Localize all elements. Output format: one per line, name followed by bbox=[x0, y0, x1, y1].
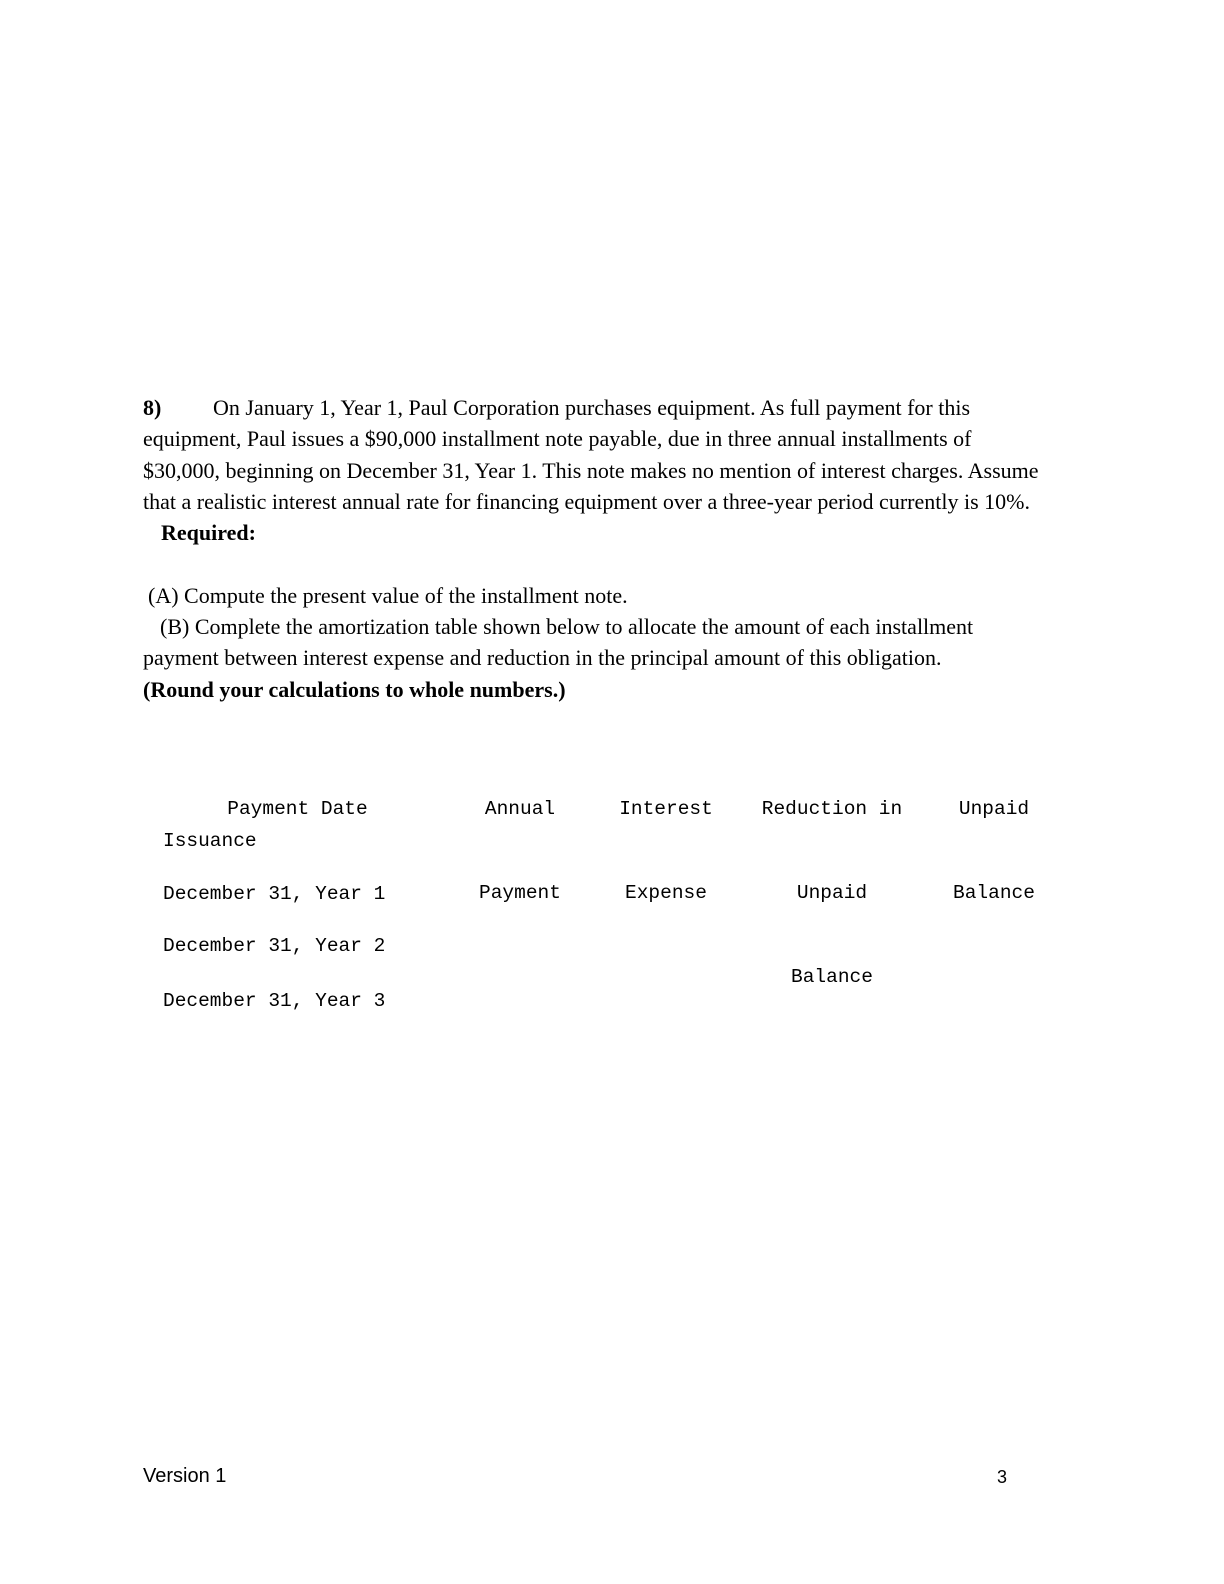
footer-version: Version 1 bbox=[143, 1465, 227, 1487]
question-body: On January 1, Year 1, Paul Corporation purchases equipment. As full payment for this equipment, Paul issues a $90,000 installment note payable, due in three annual installments of $30,000, beginning on December 31, Year 1. This note makes no mention of interest charges. Assume that a realistic interest annual rate for financing equipment over a three-year period currently is 10%. bbox=[143, 395, 1039, 514]
question-text bbox=[143, 392, 1043, 517]
header-interest-line2: Expense bbox=[625, 882, 707, 904]
header-annual-line2: Payment bbox=[479, 882, 561, 904]
question-number: 8) bbox=[143, 395, 162, 420]
header-reduction-line3: Balance bbox=[791, 966, 873, 988]
header-reduction-line2: Unpaid bbox=[796, 882, 868, 904]
required-label: Required: bbox=[161, 520, 256, 546]
header-unpaid-balance bbox=[940, 739, 1048, 935]
header-unpaid-line2: Balance bbox=[953, 882, 1035, 904]
question-block bbox=[143, 392, 1043, 705]
header-annual-line1: Annual bbox=[484, 798, 556, 820]
table-row-year-2: December 31, Year 2 bbox=[163, 935, 386, 957]
part-a-text: (A) Compute the present value of the installment note. bbox=[148, 582, 628, 608]
table-row-year-1: December 31, Year 1 bbox=[163, 883, 386, 905]
header-annual-payment bbox=[465, 739, 575, 935]
header-interest-expense bbox=[606, 739, 726, 935]
footer-page-number: 3 bbox=[997, 1467, 1008, 1487]
header-reduction-unpaid-balance bbox=[748, 739, 916, 1019]
table-row-year-3: December 31, Year 3 bbox=[163, 990, 386, 1012]
header-unpaid-line1: Unpaid bbox=[958, 798, 1030, 820]
part-b-text: (B) Complete the amortization table shown below to allocate the amount of each installment payment between interest expense and reduction in the principal amount of this obligation. bbox=[143, 614, 974, 671]
table-row-issuance: Issuance bbox=[163, 830, 257, 852]
header-payment-date-label: Payment Date bbox=[227, 798, 368, 820]
header-reduction-line1: Reduction in bbox=[761, 798, 903, 820]
rounding-note: (Round your calculations to whole numbers.) bbox=[143, 676, 566, 702]
header-interest-line1: Interest bbox=[619, 798, 713, 820]
